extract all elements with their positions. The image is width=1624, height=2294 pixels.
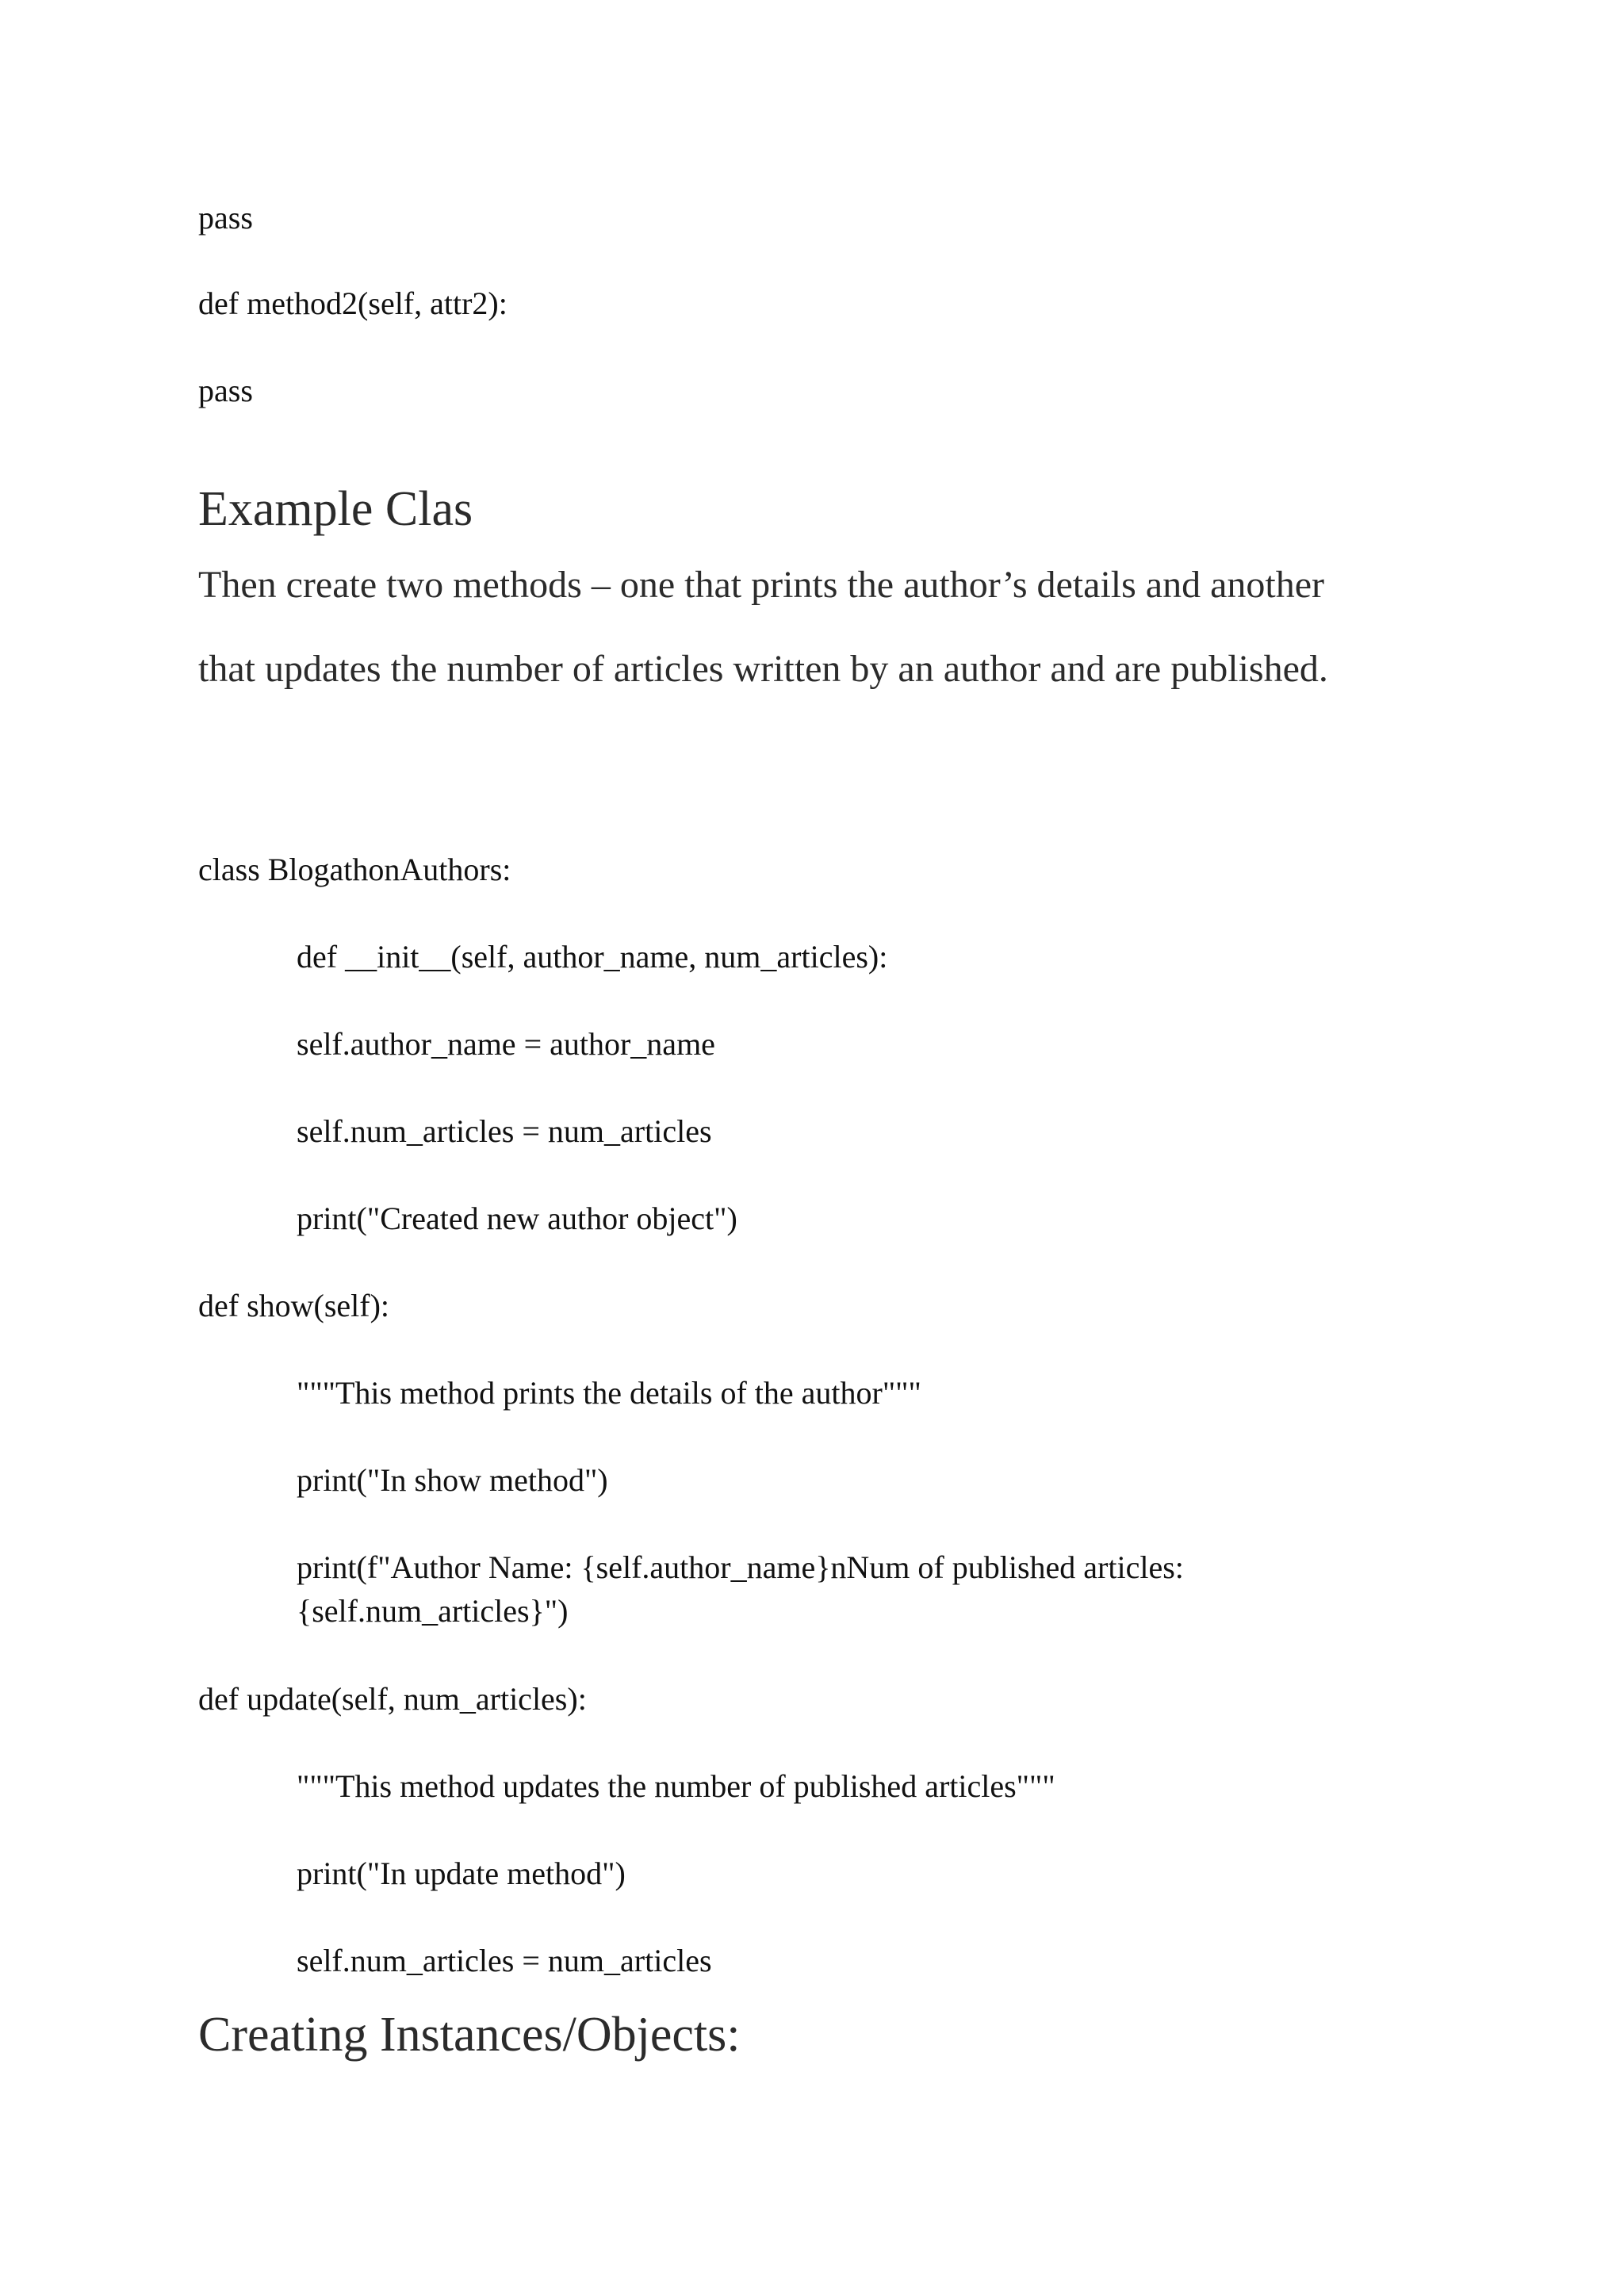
code-line-init-def: def __init__(self, author_name, num_articles): bbox=[297, 939, 888, 975]
code-line-show-def: def show(self): bbox=[198, 1288, 390, 1323]
code-line-pass-2: pass bbox=[198, 373, 253, 408]
paragraph-line-2: that updates the number of articles written by an author and are published. bbox=[198, 648, 1328, 690]
code-line-show-docstring: """This method prints the details of the author""" bbox=[297, 1375, 921, 1411]
code-line-show-fprint-2: {self.num_articles}") bbox=[297, 1593, 569, 1629]
code-line-update-print: print("In update method") bbox=[297, 1855, 626, 1891]
code-line-assign-articles: self.num_articles = num_articles bbox=[297, 1113, 712, 1149]
section-heading-example-class: Example Clas bbox=[198, 482, 473, 536]
code-line-update-docstring: """This method updates the number of published articles""" bbox=[297, 1768, 1055, 1804]
code-line-pass-1: pass bbox=[198, 200, 253, 236]
code-line-assign-name: self.author_name = author_name bbox=[297, 1026, 715, 1062]
code-line-class-def: class BlogathonAuthors: bbox=[198, 852, 511, 887]
code-line-update-assign: self.num_articles = num_articles bbox=[297, 1943, 712, 1978]
paragraph-line-1: Then create two methods – one that prints the author’s details and another bbox=[198, 564, 1325, 606]
code-line-show-print: print("In show method") bbox=[297, 1462, 608, 1498]
code-line-print-created: print("Created new author object") bbox=[297, 1201, 737, 1236]
code-line-method2-def: def method2(self, attr2): bbox=[198, 285, 508, 321]
section-heading-creating-instances: Creating Instances/Objects: bbox=[198, 2008, 741, 2062]
code-line-show-fprint-1: print(f"Author Name: {self.author_name}nNum of published articles: bbox=[297, 1549, 1184, 1585]
code-line-update-def: def update(self, num_articles): bbox=[198, 1681, 587, 1717]
